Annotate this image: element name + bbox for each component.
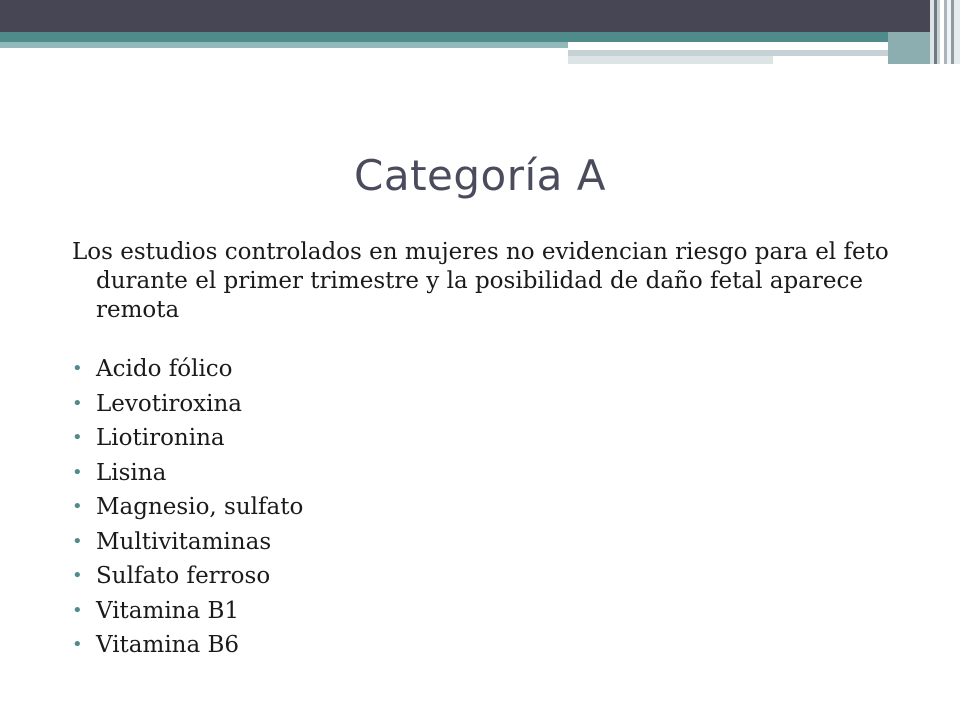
banner-teal-band bbox=[0, 32, 930, 42]
list-item-label: Vitamina B1 bbox=[96, 597, 240, 624]
drug-list bbox=[72, 352, 902, 663]
list-item-label: Levotiroxina bbox=[96, 390, 243, 417]
banner-dark-band bbox=[0, 0, 930, 32]
bullet-icon: • bbox=[72, 496, 83, 517]
list-item bbox=[72, 490, 902, 525]
intro-paragraph: Los estudios controlados en mujeres no evidencian riesgo para el feto durante el primer trimestre y la posibilidad de daño fetal aparece remota bbox=[72, 239, 889, 323]
list-item bbox=[72, 352, 902, 387]
bullet-icon: • bbox=[72, 358, 83, 379]
bullet-icon: • bbox=[72, 427, 83, 448]
list-item-label: Magnesio, sulfato bbox=[96, 494, 304, 520]
bullet-icon: • bbox=[72, 392, 83, 414]
list-item bbox=[72, 594, 902, 629]
list-item-label: Lisina bbox=[96, 459, 167, 486]
banner-right-block bbox=[888, 32, 930, 64]
banner-vertical-stripe bbox=[954, 0, 960, 64]
list-item-label: Sulfato ferroso bbox=[96, 563, 271, 589]
banner-gray-band-lower bbox=[568, 56, 773, 64]
list-item bbox=[72, 628, 902, 663]
list-item-label: Vitamina B6 bbox=[96, 632, 240, 658]
list-item-label: Liotironina bbox=[96, 425, 225, 451]
slide-body bbox=[72, 238, 902, 663]
bullet-icon: • bbox=[72, 634, 83, 655]
bullet-icon: • bbox=[72, 461, 83, 483]
list-item bbox=[72, 559, 902, 594]
list-item bbox=[72, 421, 902, 456]
banner-teal-light-band bbox=[0, 42, 568, 48]
list-item bbox=[72, 456, 902, 491]
slide-title: Categoría A bbox=[354, 151, 606, 200]
banner-white-strip bbox=[568, 42, 888, 50]
banner-white-gap bbox=[773, 56, 888, 64]
list-item-label: Acido fólico bbox=[96, 356, 233, 382]
bullet-icon: • bbox=[72, 599, 83, 621]
list-item bbox=[72, 525, 902, 560]
list-item bbox=[72, 387, 902, 422]
bullet-icon: • bbox=[72, 530, 83, 552]
bullet-icon: • bbox=[72, 565, 83, 586]
list-item-label: Multivitaminas bbox=[96, 528, 272, 555]
